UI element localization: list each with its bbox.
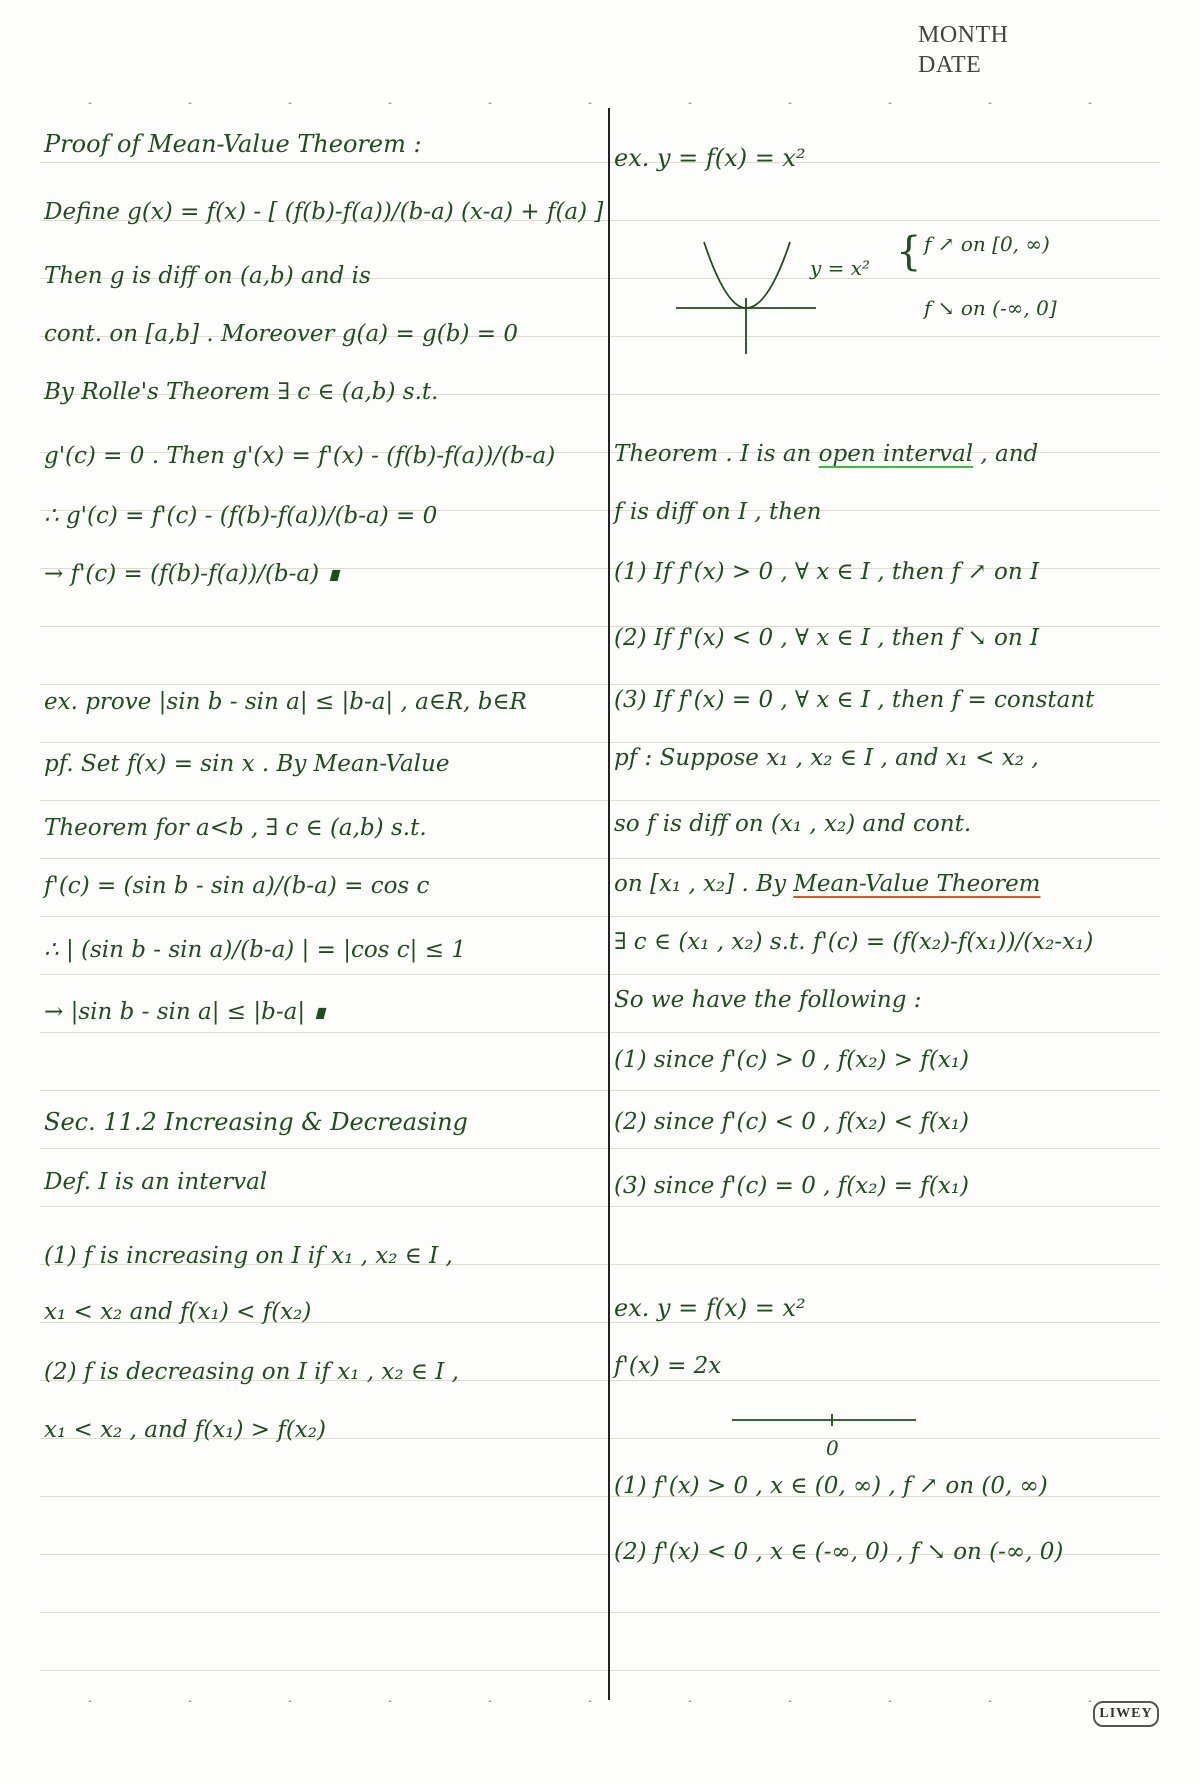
example-parabola-title: ex. y = f(x) = x² xyxy=(614,144,806,172)
sign-line-graph xyxy=(732,1408,916,1438)
graph-case-increasing: f ↗ on [0, ∞) xyxy=(924,232,1050,256)
theorem-line-1 xyxy=(614,438,1038,470)
mvt-highlight: Mean-Value Theorem xyxy=(793,871,1041,897)
date-label: DATE xyxy=(918,52,982,78)
parabola-graph xyxy=(676,228,816,354)
section-heading: Sec. 11.2 Increasing & Decreasing xyxy=(44,1108,468,1136)
theorem-proof-case-1: (1) since f'(c) > 0 , f(x₂) > f(x₁) xyxy=(614,1047,969,1073)
theorem-intro: Theorem . I is an xyxy=(614,441,819,467)
mvt-gprime: g'(c) = 0 . Then g'(x) = f'(x) - (f(b)-f(a))/(b-a) xyxy=(44,443,556,469)
ruled-line xyxy=(40,1148,1160,1149)
mvt-proof-title: Proof of Mean-Value Theorem : xyxy=(44,130,422,158)
theorem-proof-exists: ∃ c ∈ (x₁ , x₂) s.t. f'(c) = (f(x₂)-f(x₁))/(x₂-x₁) xyxy=(614,929,1094,955)
theorem-proof-following: So we have the following : xyxy=(614,987,922,1013)
theorem-case-3: (3) If f'(x) = 0 , ∀ x ∈ I , then f = constant xyxy=(614,687,1095,713)
def-interval: Def. I is an interval xyxy=(44,1169,268,1195)
ruled-line xyxy=(40,1206,1160,1207)
ruled-line xyxy=(40,974,1160,975)
ruled-line xyxy=(40,1032,1160,1033)
example-2-title: ex. y = f(x) = x² xyxy=(614,1294,806,1322)
sin-proof-set: pf. Set f(x) = sin x . By Mean-Value xyxy=(44,751,450,777)
sin-example: ex. prove |sin b - sin a| ≤ |b-a| , a∈R, b∈R xyxy=(44,689,527,715)
theorem-case-2: (2) If f'(x) < 0 , ∀ x ∈ I , then f ↘ on I xyxy=(614,625,1040,651)
mvt-line-start: on [x₁ , x₂] . By xyxy=(614,871,794,897)
theorem-proof-case-2: (2) since f'(c) < 0 , f(x₂) < f(x₁) xyxy=(614,1109,969,1135)
mvt-g-cont: cont. on [a,b] . Moreover g(a) = g(b) = 0 xyxy=(44,321,518,347)
theorem-and: , and xyxy=(973,441,1039,467)
ruled-line xyxy=(40,1090,1160,1091)
open-interval-highlight: open interval xyxy=(818,441,974,467)
ruled-line xyxy=(40,800,1160,801)
sin-proof-abs: ∴ | (sin b - sin a)/(b-a) | = |cos c| ≤ 1 xyxy=(44,937,466,963)
sin-proof-conclusion: → |sin b - sin a| ≤ |b-a| ∎ xyxy=(44,999,328,1025)
ruled-line xyxy=(40,1612,1160,1613)
parabola-label: y = x² xyxy=(810,256,871,280)
def-increasing-cond: x₁ < x₂ and f(x₁) < f(x₂) xyxy=(44,1299,312,1325)
theorem-proof-diff: so f is diff on (x₁ , x₂) and cont. xyxy=(614,811,972,837)
theorem-proof-case-3: (3) since f'(c) = 0 , f(x₂) = f(x₁) xyxy=(614,1173,969,1199)
liwey-logo: LIWEY xyxy=(1093,1701,1159,1727)
mvt-gprime-c: ∴ g'(c) = f'(c) - (f(b)-f(a))/(b-a) = 0 xyxy=(44,503,438,529)
def-decreasing: (2) f is decreasing on I if x₁ , x₂ ∈ I , xyxy=(44,1359,459,1385)
mvt-rolle: By Rolle's Theorem ∃ c ∈ (a,b) s.t. xyxy=(44,379,439,405)
ruled-line xyxy=(40,858,1160,859)
sin-proof-mvt: Theorem for a<b , ∃ c ∈ (a,b) s.t. xyxy=(44,815,427,841)
sin-proof-fprime: f'(c) = (sin b - sin a)/(b-a) = cos c xyxy=(44,873,430,899)
theorem-proof-suppose: pf : Suppose x₁ , x₂ ∈ I , and x₁ < x₂ , xyxy=(614,745,1039,771)
def-decreasing-cond: x₁ < x₂ , and f(x₁) > f(x₂) xyxy=(44,1417,326,1443)
ruled-line xyxy=(40,916,1160,917)
theorem-case-1: (1) If f'(x) > 0 , ∀ x ∈ I , then f ↗ on I xyxy=(614,559,1040,585)
number-line-svg xyxy=(732,1408,916,1438)
theorem-proof-mvt xyxy=(614,868,1041,900)
cases-brace: { xyxy=(896,229,922,275)
theorem-line-2: f is diff on I , then xyxy=(614,499,822,525)
ruled-line xyxy=(40,1670,1160,1671)
zero-label: 0 xyxy=(826,1436,839,1460)
parabola-curve xyxy=(704,242,790,308)
def-increasing: (1) f is increasing on I if x₁ , x₂ ∈ I , xyxy=(44,1243,453,1269)
top-dotted-rule xyxy=(40,102,1160,104)
page-header xyxy=(918,20,1009,80)
parabola-svg xyxy=(676,228,816,354)
column-divider xyxy=(608,108,610,1700)
mvt-define-g: Define g(x) = f(x) - [ (f(b)-f(a))/(b-a) (x-a) + f(a) ] xyxy=(44,199,604,225)
example-2-case-2: (2) f'(x) < 0 , x ∈ (-∞, 0) , f ↘ on (-∞, 0) xyxy=(614,1539,1064,1565)
mvt-conclusion: → f'(c) = (f(b)-f(a))/(b-a) ∎ xyxy=(44,561,342,587)
example-2-derivative: f'(x) = 2x xyxy=(614,1353,722,1379)
month-label: MONTH xyxy=(918,22,1009,48)
mvt-g-diff: Then g is diff on (a,b) and is xyxy=(44,263,371,289)
ruled-line xyxy=(40,162,1160,163)
example-2-case-1: (1) f'(x) > 0 , x ∈ (0, ∞) , f ↗ on (0, ∞) xyxy=(614,1473,1048,1499)
bottom-dotted-rule xyxy=(40,1700,1160,1702)
graph-case-decreasing: f ↘ on (-∞, 0] xyxy=(924,296,1057,320)
